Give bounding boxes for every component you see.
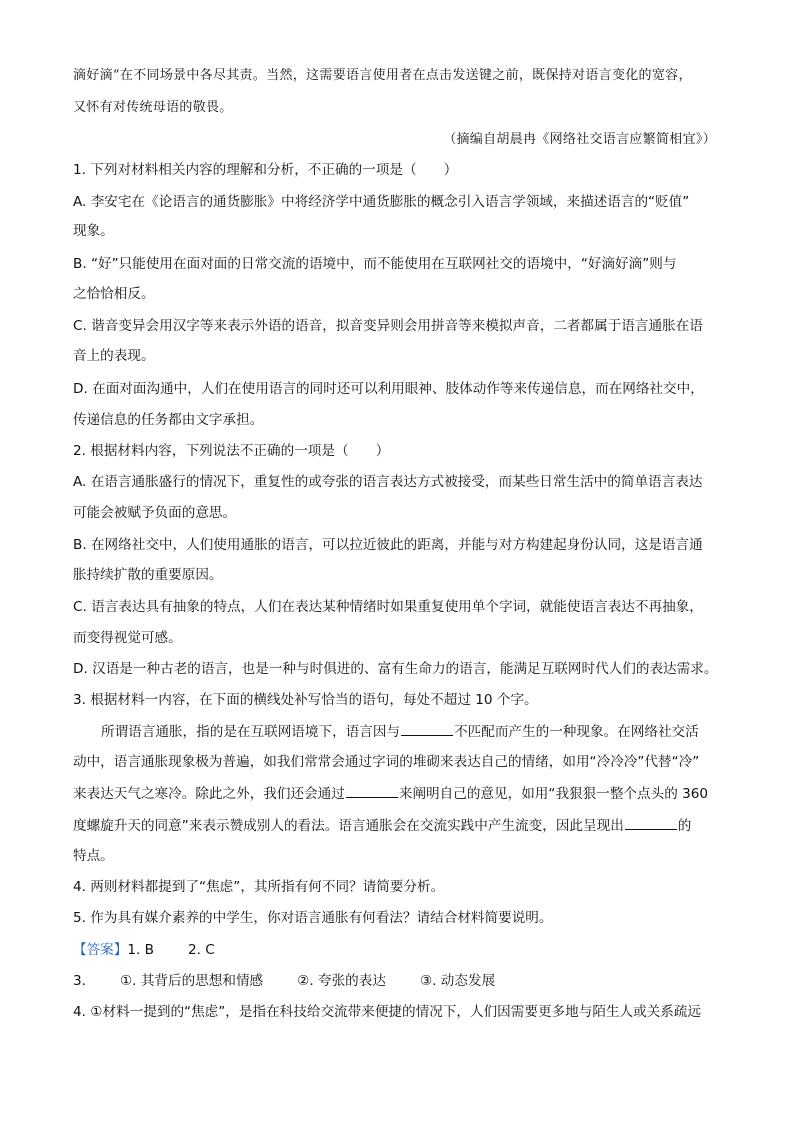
q1-option-d-cont: 传递信息的任务都由文字承担。 (73, 412, 264, 428)
answer-4-line: 4. ①材料一提到的“焦虑”，是指在科技给交流带来便捷的情况下，人们因需要更多地与陌生人或关系疏远 (73, 1004, 702, 1020)
answer-3-number: 3. (73, 973, 86, 989)
q1-option-c: C. 谐音变异会用汉字等来表示外语的语音，拟音变异则会用拼音等来模拟声音，二者都属于语言通胀在语 (73, 318, 703, 334)
q2-option-a: A. 在语言通胀盛行的情况下，重复性的或夸张的语言表达方式被接受，而某些日常生活中的简单语言表达 (73, 474, 703, 490)
question-1-stem: 1. 下列对材料相关内容的理解和分析，不正确的一项是（ ） (73, 162, 458, 178)
fill-blank-1[interactable] (401, 721, 453, 736)
q1-option-b: B. “好”只能使用在面对面的日常交流的语境中，而不能使用在互联网社交的语境中，“好滴好滴”则与 (73, 256, 677, 272)
q2-option-c-cont: 而变得视觉可感。 (73, 630, 182, 646)
q3-paragraph-line: 特点。 (73, 848, 114, 864)
passage-source: （摘编自胡晨冉《网络社交语言应繁简相宜》） (443, 132, 716, 147)
answer-3-item-3: ③. 动态发展 (419, 973, 496, 989)
answer-2: 2. C (188, 942, 215, 958)
passage-text-line: 又怀有对传统母语的敬畏。 (73, 100, 233, 115)
q3-text: 来阐明自己的意见，如用“我狠狠一整个点头的 360 (398, 786, 709, 802)
q1-option-a-cont: 现象。 (73, 223, 114, 239)
q3-text: 的 (677, 818, 692, 834)
question-5-stem: 5. 作为具有媒介素养的中学生，你对语言通胀有何看法？请结合材料简要说明。 (73, 910, 553, 926)
passage-text-line: 滴好滴”在不同场景中各尽其责。当然，这需要语言使用者在点击发送键之前，既保持对语言变化的宽容， (73, 68, 692, 83)
q3-text: 不匹配而产生的一种现象。在网络社交活 (454, 724, 699, 740)
q1-option-a: A. 李安宅在《论语言的通货膨胀》中将经济学中通货膨胀的概念引入语言学领域，来描述语言的“贬值” (73, 194, 690, 210)
question-4-stem: 4. 两则材料都提到了“焦虑”，其所指有何不同？请简要分析。 (73, 879, 445, 895)
fill-blank-2[interactable] (346, 783, 398, 798)
answer-1: 1. B (127, 942, 154, 958)
q2-option-a-cont: 可能会被赋予负面的意思。 (73, 505, 237, 521)
q2-option-b: B. 在网络社交中，人们使用通胀的语言，可以拉近彼此的距离，并能与对方构建起身份认同，这是语言通 (73, 537, 703, 553)
question-2-stem: 2. 根据材料内容，下列说法不正确的一项是（ ） (73, 443, 390, 459)
q2-option-d: D. 汉语是一种古老的语言，也是一种与时俱进的、富有生命力的语言，能满足互联网时代人们的表达需求。 (73, 661, 718, 677)
q1-option-b-cont: 之恰恰相反。 (73, 286, 155, 302)
answer-line (73, 940, 733, 960)
q3-paragraph-line (73, 783, 733, 804)
q3-text: 来表达天气之寒冷。除此之外，我们还会通过 (73, 786, 345, 802)
question-3-stem: 3. 根据材料一内容，在下面的横线处补写恰当的语句，每处不超过 10 个字。 (73, 692, 538, 708)
q3-paragraph-line (101, 721, 733, 742)
fill-blank-3[interactable] (625, 815, 677, 830)
q1-option-d: D. 在面对面沟通中，人们在使用语言的同时还可以利用眼神、肢体动作等来传递信息，而在网络社交中， (73, 381, 704, 397)
answer-3-line (73, 971, 733, 991)
answer-3-item-1: ①. 其背后的思想和情感 (119, 973, 264, 989)
q3-text: 所谓语言通胀，指的是在互联网语境下，语言因与 (101, 724, 401, 740)
answer-label: 【答案】 (73, 942, 128, 958)
q3-paragraph-line: 动中，语言通胀现象极为普遍，如我们常常会通过字词的堆砌来表达自己的情绪，如用“冷冷冷”代替“冷” (73, 754, 700, 770)
q2-option-c: C. 语言表达具有抽象的特点，人们在表达某种情绪时如果重复使用单个字词，就能使语言表达不再抽象， (73, 599, 703, 615)
answer-3-item-2: ②. 夸张的表达 (297, 973, 386, 989)
q1-option-c-cont: 音上的表现。 (73, 348, 155, 364)
q3-text: 度螺旋升天的同意”来表示赞成别人的看法。语言通胀会在交流实践中产生流变，因此呈现出 (73, 818, 624, 834)
q2-option-b-cont: 胀持续扩散的重要原因。 (73, 567, 223, 583)
q3-paragraph-line (73, 815, 733, 836)
